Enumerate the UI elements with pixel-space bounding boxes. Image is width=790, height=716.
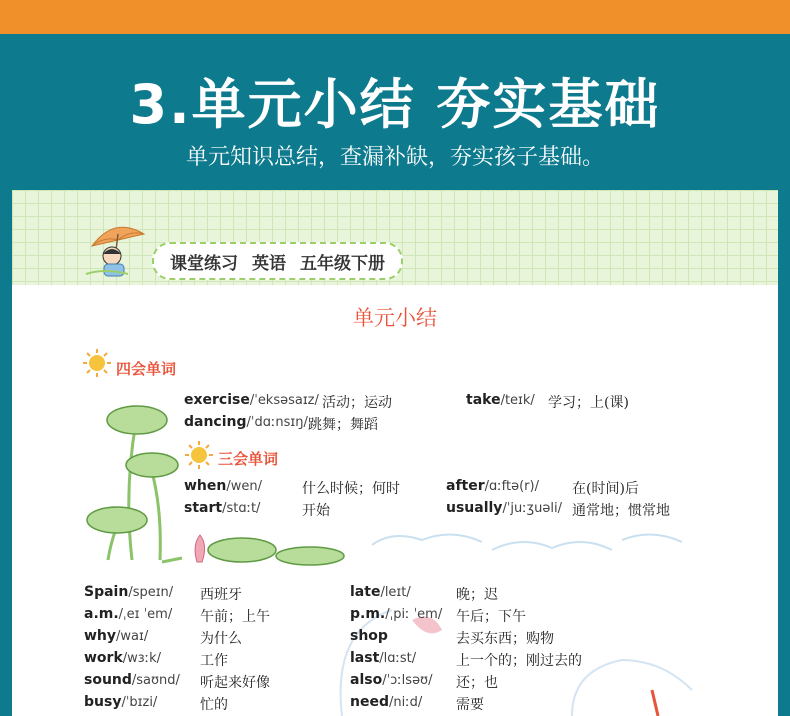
three-skill-title: 三会单词 bbox=[218, 450, 279, 468]
word-last: last/lɑːst/ bbox=[350, 650, 417, 666]
word-take: take/teɪk/ bbox=[466, 392, 535, 408]
top-orange-bar bbox=[0, 0, 790, 34]
word-pm: p.m./ˌpiː ˈem/ bbox=[350, 606, 443, 622]
banner-practice: 课堂练习 bbox=[170, 253, 238, 274]
word-work: work/wɜːk/ bbox=[84, 650, 161, 666]
meaning-shop: 去买东西；购物 bbox=[456, 631, 554, 647]
meaning-start: 开始 bbox=[302, 503, 330, 519]
word-also: also/ˈɔːlsəʊ/ bbox=[350, 672, 433, 688]
meaning-exercise: 活动；运动 bbox=[322, 395, 392, 411]
meaning-dancing: 跳舞；舞蹈 bbox=[308, 417, 378, 433]
meaning-pm: 午后；下午 bbox=[456, 609, 526, 625]
meaning-sound: 听起来好像 bbox=[200, 675, 270, 691]
worksheet-page bbox=[12, 190, 778, 716]
page-headline: 3.单元小结 夯实基础 bbox=[129, 73, 661, 136]
word-shop: shop bbox=[350, 628, 388, 644]
word-when: when/wen/ bbox=[184, 478, 263, 494]
meaning-work: 工作 bbox=[200, 653, 228, 669]
word-dancing: dancing/ˈdɑːnsɪŋ/ bbox=[184, 414, 308, 430]
meaning-take: 学习；上(课) bbox=[548, 395, 629, 411]
meaning-am: 午前；上午 bbox=[200, 609, 270, 625]
meaning-spain: 西班牙 bbox=[200, 587, 242, 603]
word-start: start/stɑːt/ bbox=[184, 500, 261, 516]
word-after: after/ɑːftə(r)/ bbox=[446, 478, 539, 494]
meaning-last: 上一个的；刚过去的 bbox=[456, 653, 582, 669]
word-am: a.m./ˌeɪ ˈem/ bbox=[84, 606, 173, 622]
section-title: 单元小结 bbox=[353, 306, 437, 330]
four-skill-title: 四会单词 bbox=[116, 360, 177, 378]
meaning-also: 还；也 bbox=[456, 675, 498, 691]
meaning-late: 晚；迟 bbox=[456, 587, 498, 603]
word-usually: usually/ˈjuːʒuəli/ bbox=[446, 500, 562, 516]
word-spain: Spain/speɪn/ bbox=[84, 584, 174, 600]
meaning-busy: 忙的 bbox=[200, 697, 228, 713]
meaning-after: 在(时间)后 bbox=[572, 481, 639, 497]
banner-subject: 英语 bbox=[252, 253, 286, 274]
meaning-when: 什么时候；何时 bbox=[302, 481, 400, 497]
word-late: late/leɪt/ bbox=[350, 584, 411, 600]
word-why: why/waɪ/ bbox=[84, 628, 149, 644]
meaning-need: 需要 bbox=[456, 697, 484, 713]
banner-grade: 五年级下册 bbox=[300, 253, 385, 274]
word-busy: busy/ˈbɪzi/ bbox=[84, 694, 158, 710]
sun-icon bbox=[184, 440, 214, 470]
meaning-usually: 通常地；惯常地 bbox=[572, 503, 670, 519]
word-sound: sound/saʊnd/ bbox=[84, 672, 180, 688]
meaning-why: 为什么 bbox=[200, 631, 242, 647]
word-exercise: exercise/ˈeksəsaɪz/ bbox=[184, 392, 319, 408]
word-need: need/niːd/ bbox=[350, 694, 423, 710]
sun-icon bbox=[82, 348, 112, 378]
page-subheadline: 单元知识总结，查漏补缺，夯实孩子基础。 bbox=[185, 145, 604, 170]
